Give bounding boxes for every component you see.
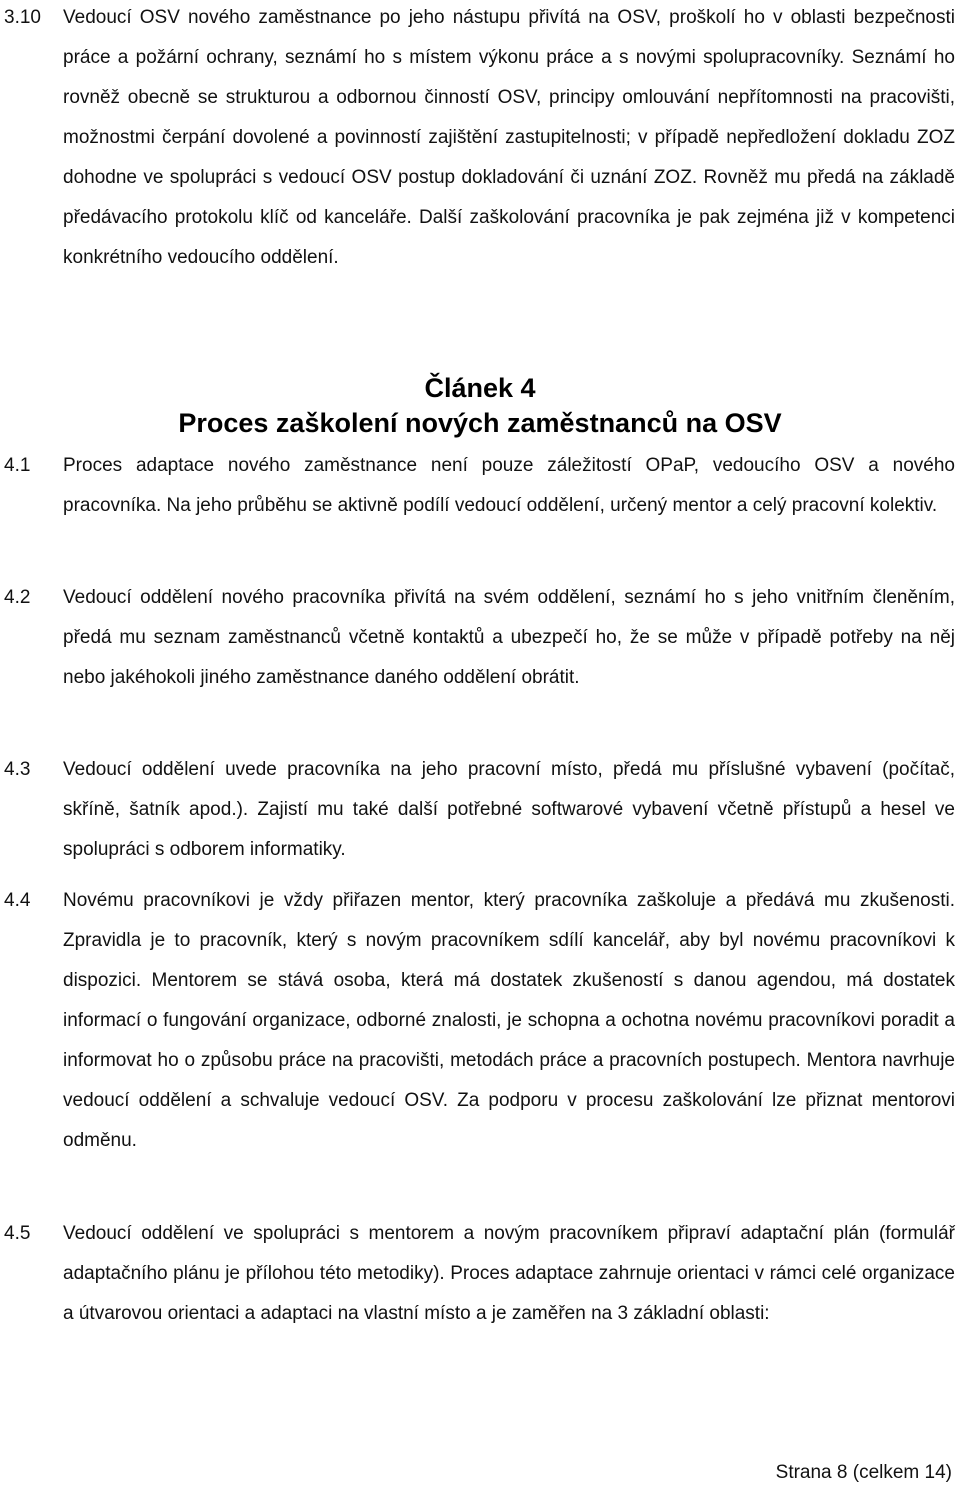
page-number: Strana 8 (celkem 14) xyxy=(775,1462,952,1483)
section-text: Vedoucí oddělení nového pracovníka přivítá na svém oddělení, seznámí ho s jeho vnitřním členěním, předá mu seznam zaměstnanců včetně kontaktů a ubezpečí ho, že se může v případě potřeby na něj nebo jakéhokoli jiného zaměstnance daného oddělení obrátit. xyxy=(63,587,955,688)
section-4-2 xyxy=(0,578,960,698)
section-4-1 xyxy=(0,446,960,526)
section-text: Proces adaptace nového zaměstnance není pouze záležitostí OPaP, vedoucího OSV a nového pracovníka. Na jeho průběhu se aktivně podílí vedoucí oddělení, určený mentor a celý pracovní kolektiv. xyxy=(63,455,955,516)
section-number: 4.2 xyxy=(4,587,31,608)
article-heading: Článek 4 xyxy=(424,373,536,403)
section-text: Novému pracovníkovi je vždy přiřazen mentor, který pracovníka zaškoluje a předává mu zkušenosti. Zpravidla je to pracovník, který s novým pracovníkem sdílí kancelář, aby byl novému pracovníkovi k dispozici. Mentorem se stává osoba, která má dostatek zkušeností s danou agendou, má dostatek informací o fungování organizace, odborné znalosti, je schopna a ochotna novému pracovníkovi poradit a informovat ho o způsobu práce na pracovišti, metodách práce a pracovních postupech. Mentora navrhuje vedoucí oddělení a schvaluje vedoucí OSV. Za podporu v procesu zaškolování lze přiznat mentorovi odměnu. xyxy=(63,890,955,1151)
section-4-3 xyxy=(0,750,960,870)
section-number: 4.4 xyxy=(4,890,31,911)
section-3-10 xyxy=(0,0,960,278)
section-4-4 xyxy=(0,881,960,1161)
section-text: Vedoucí oddělení ve spolupráci s mentorem a novým pracovníkem připraví adaptační plán (formulář adaptačního plánu je přílohou této metodiky). Proces adaptace zahrnuje orientaci v rámci celé organizace a útvarovou orientaci a adaptaci na vlastní místo a je zaměřen na 3 základní oblasti: xyxy=(63,1223,955,1324)
article-title: Proces zaškolení nových zaměstnanců na OSV xyxy=(178,408,782,438)
section-4-5 xyxy=(0,1214,960,1334)
section-text: Vedoucí oddělení uvede pracovníka na jeho pracovní místo, předá mu příslušné vybavení (počítač, skříně, šatník apod.). Zajistí mu také další potřebné softwarové vybavení včetně přístupů a hesel ve spolupráci s odborem informatiky. xyxy=(63,759,955,860)
section-number: 3.10 xyxy=(4,7,41,28)
section-number: 4.3 xyxy=(4,759,31,780)
section-text: Vedoucí OSV nového zaměstnance po jeho nástupu přivítá na OSV, proškolí ho v oblasti bezpečnosti práce a požární ochrany, seznámí ho s místem výkonu práce a s novými spolupracovníky. Seznámí ho rovněž obecně se strukturou a odbornou činností OSV, principy omlouvání nepřítomnosti na pracovišti, možnostmi čerpání dovolené a povinností zajištění zastupitelnosti; v případě nepředložení dokladu ZOZ dohodne ve spolupráci s vedoucí OSV postup dokladování či uznání ZOZ. Rovněž mu předá na základě předávacího protokolu klíč od kanceláře. Další zaškolování pracovníka je pak zejména již v kompetenci konkrétního vedoucího oddělení. xyxy=(63,7,955,268)
section-number: 4.1 xyxy=(4,455,31,476)
section-number: 4.5 xyxy=(4,1223,31,1244)
